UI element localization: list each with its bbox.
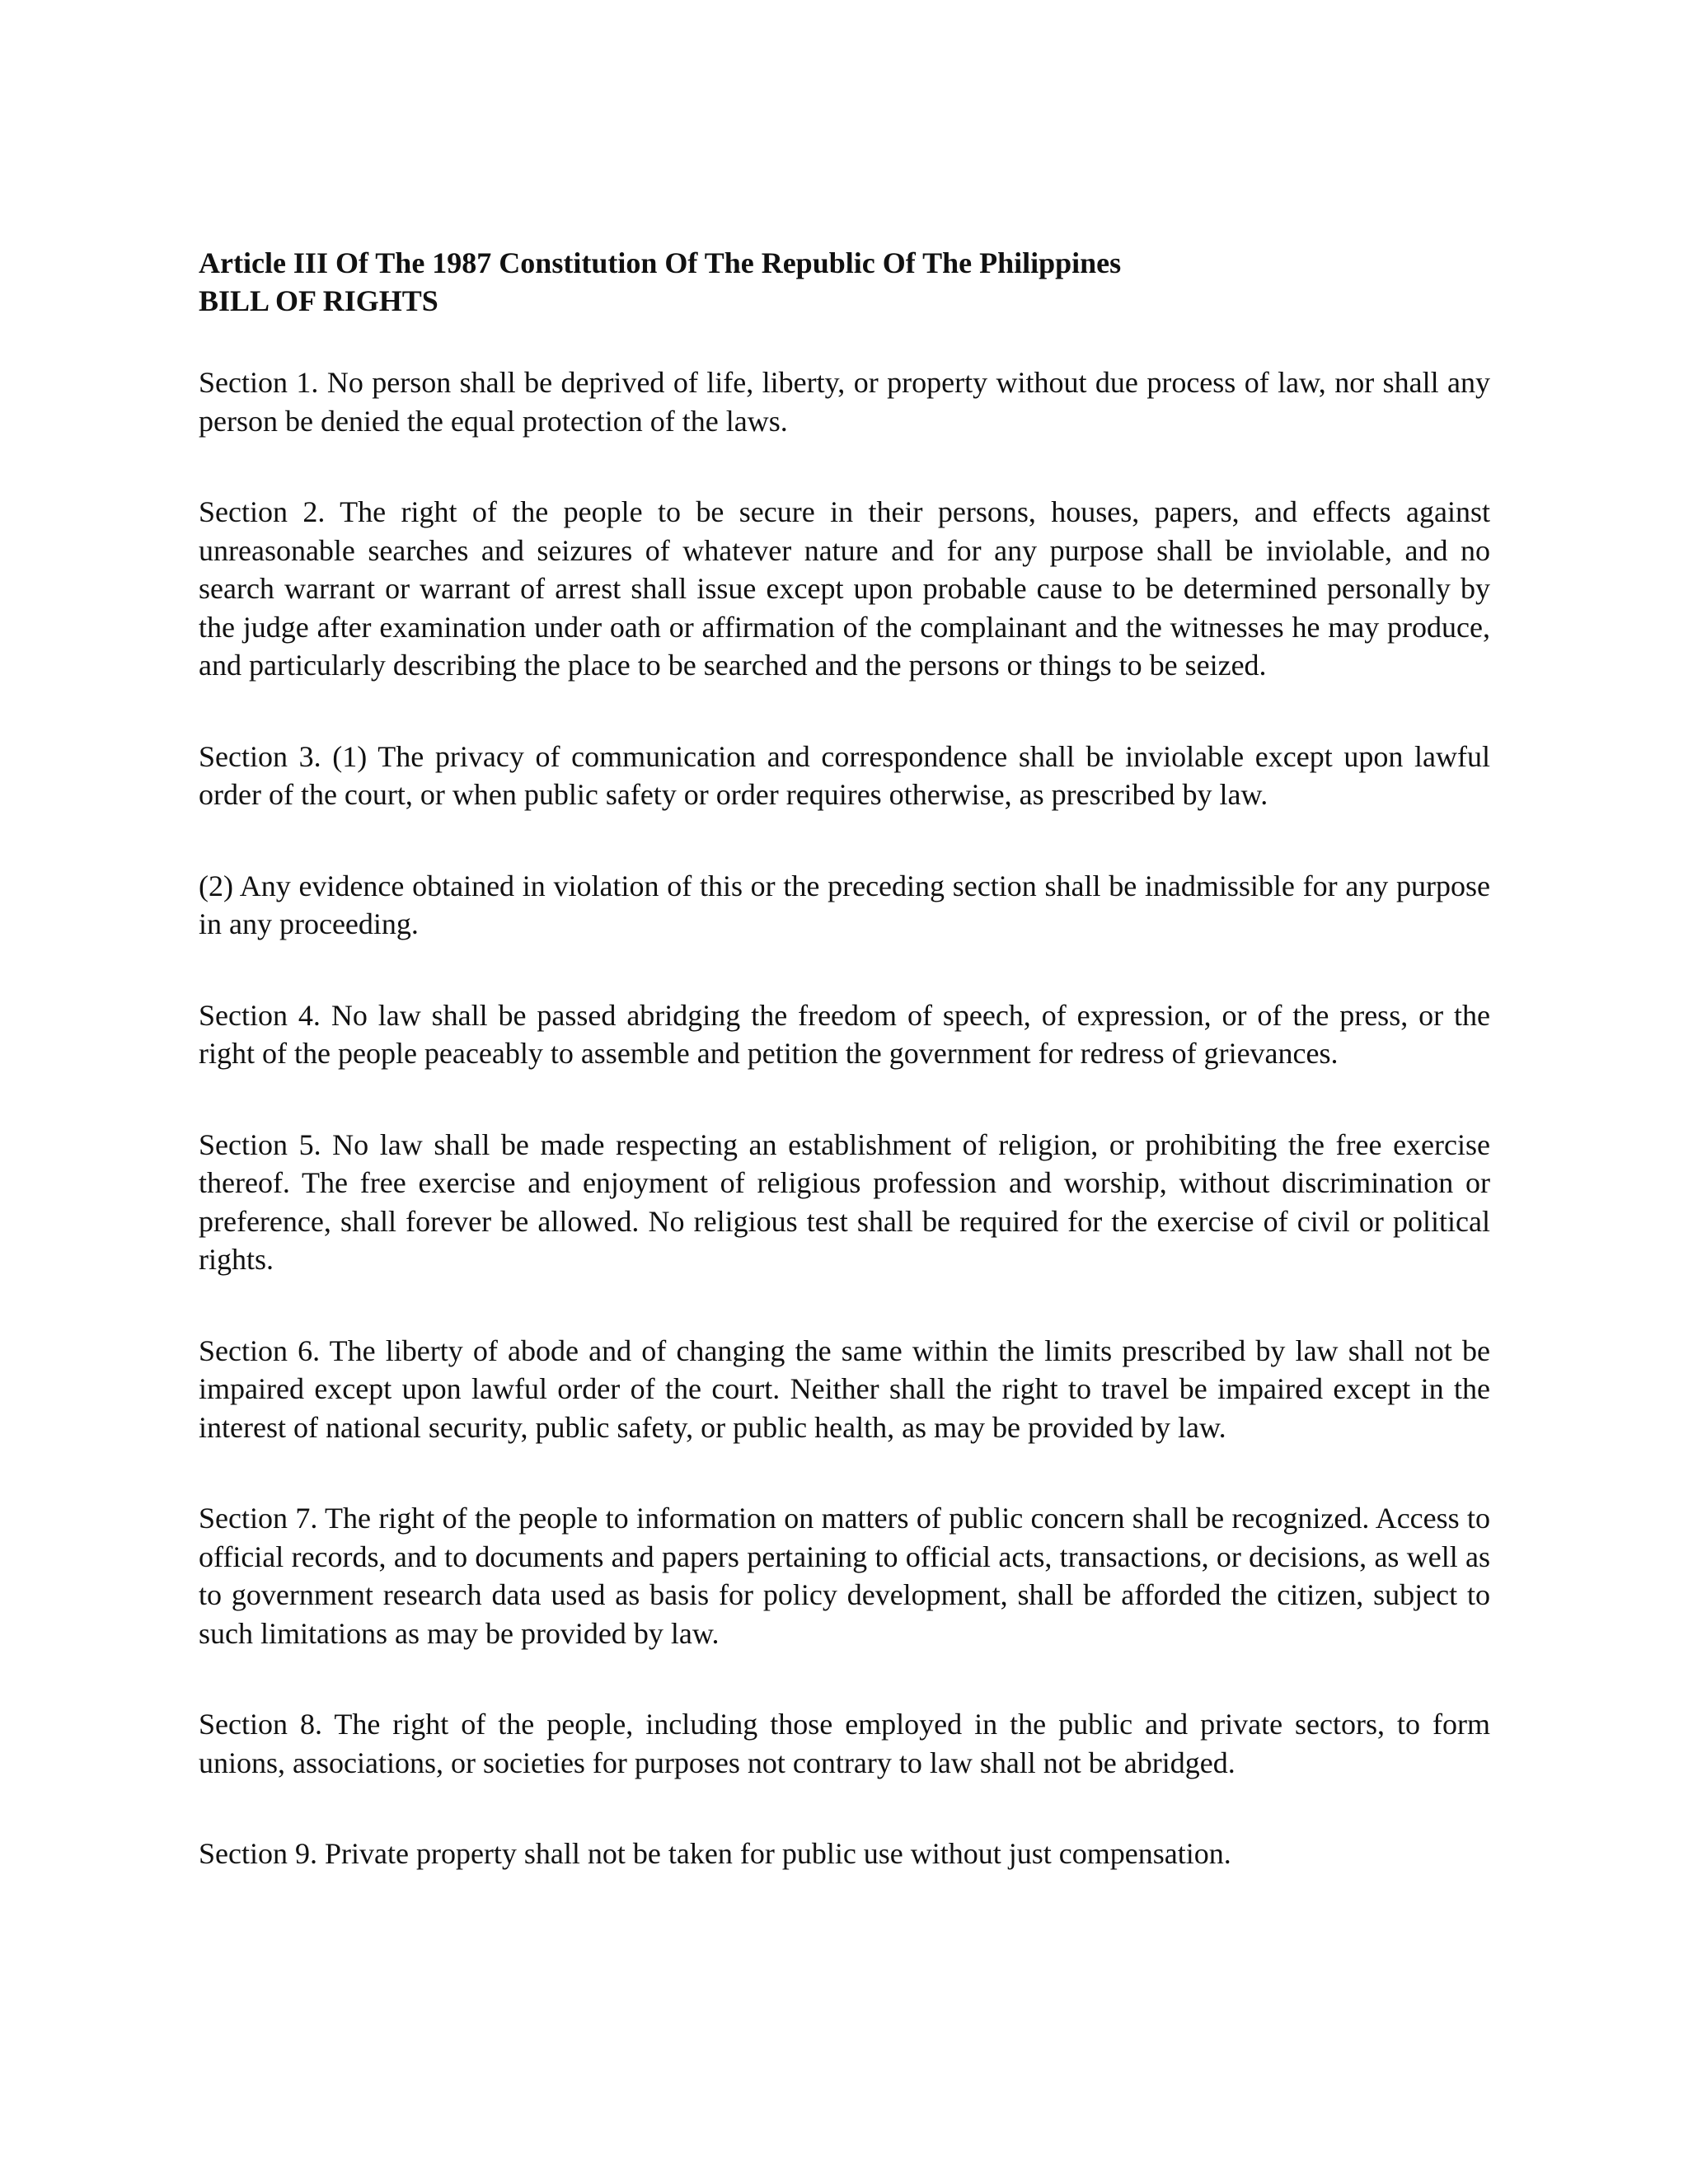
document-body <box>199 244 1490 1873</box>
spacer <box>199 1652 1490 1705</box>
spacer <box>199 1782 1490 1835</box>
section-3-1-paragraph: Section 3. (1) The privacy of communication and correspondence shall be inviolable except upon lawful order of the court, or when public safety or order requires otherwise, as prescribed by law. <box>199 739 1490 811</box>
spacer <box>199 440 1490 493</box>
spacer <box>199 814 1490 867</box>
section-2-paragraph: Section 2. The right of the people to be secure in their persons, houses, papers, and effects against unreasonable searches and seizures of whatever nature and for any purpose shall be inviolable, and no search warrant or warrant of arrest shall issue except upon probable cause to be determined personally by the judge after examination under oath or affirmation of the complainant and the witnesses he may produce, and particularly describing the place to be searched and the persons or things to be seized. <box>199 495 1490 682</box>
section-5-paragraph: Section 5. No law shall be made respecting an establishment of religion, or prohibiting the free exercise thereof. The free exercise and enjoyment of religious profession and worship, without discrimination or preference, shall forever be allowed. No religious test shall be required for the exercise of civil or political rights. <box>199 1127 1490 1276</box>
section-7-paragraph: Section 7. The right of the people to information on matters of public concern shall be recognized. Access to official records, and to documents and papers pertaining to official acts, transactions, or decisions, as well as to government research data used as basis for policy development, shall be afforded the citizen, subject to such limitations as may be provided by law. <box>199 1502 1490 1650</box>
spacer <box>199 1446 1490 1499</box>
document-title <box>199 244 1490 320</box>
spacer <box>199 944 1490 996</box>
spacer <box>199 320 1490 363</box>
spacer <box>199 1073 1490 1126</box>
title-line-bill-of-rights: BILL OF RIGHTS <box>199 284 438 317</box>
section-4-paragraph: Section 4. No law shall be passed abridging the freedom of speech, of expression, or of the press, or the right of the people peaceably to assemble and petition the government for redress of grievances. <box>199 998 1490 1070</box>
section-3-2-paragraph: (2) Any evidence obtained in violation of this or the preceding section shall be inadmissible for any purpose in any proceeding. <box>199 869 1490 940</box>
section-8-paragraph: Section 8. The right of the people, including those employed in the public and private sectors, to form unions, associations, or societies for purposes not contrary to law shall not be abridged. <box>199 1708 1490 1779</box>
section-9-paragraph: Section 9. Private property shall not be taken for public use without just compensation. <box>199 1837 1231 1870</box>
section-1-paragraph: Section 1. No person shall be deprived of life, liberty, or property without due process of law, nor shall any person be denied the equal protection of the laws. <box>199 366 1490 438</box>
title-line-article: Article III Of The 1987 Constitution Of The Republic Of The Philippines <box>199 246 1122 279</box>
spacer <box>199 685 1490 738</box>
spacer <box>199 1279 1490 1332</box>
section-6-paragraph: Section 6. The liberty of abode and of changing the same within the limits prescribed by law shall not be impaired except upon lawful order of the court. Neither shall the right to travel be impaired except in the interest of national security, public safety, or public health, as may be provided by law. <box>199 1333 1490 1444</box>
